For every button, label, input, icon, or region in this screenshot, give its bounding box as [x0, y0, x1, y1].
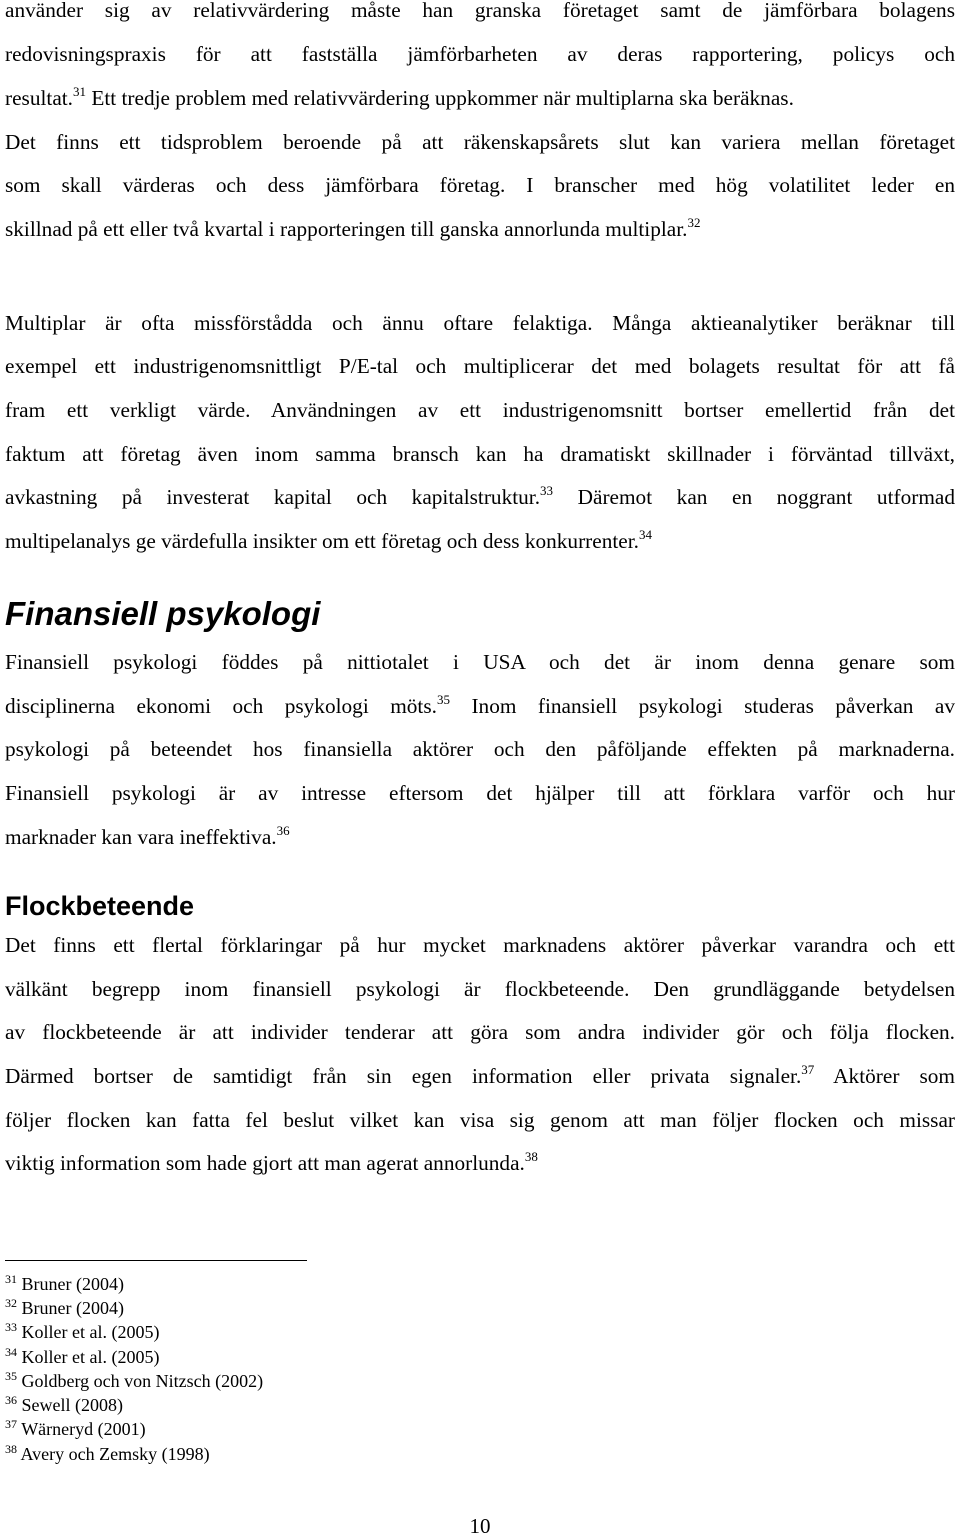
body-text-line: följer flocken kan fatta fel beslut vilket kan visa sig genom att man följer flocken och missar	[5, 1108, 955, 1132]
body-text-line	[5, 1149, 955, 1177]
body-text-line: exempel ett industrigenomsnittligt P/E-tal och multiplicerar det med bolagets resultat för att få	[5, 354, 955, 378]
footnote-ref[interactable]: 37	[801, 1062, 815, 1077]
body-text-line: Det finns ett tidsproblem beroende på att räkenskapsårets slut kan variera mellan företaget	[5, 130, 955, 154]
footnote-ref[interactable]: 33	[540, 483, 554, 498]
text-run: Aktörer som	[814, 1064, 955, 1088]
footnote-number: 36	[5, 1393, 17, 1407]
body-text-line	[5, 527, 955, 555]
body-text-line	[5, 215, 955, 243]
body-text-line: fram ett verkligt värde. Användningen av ett industrigenomsnitt bortser emellertid från det	[5, 398, 955, 422]
body-text-line: välkänt begrepp inom finansiell psykologi är flockbeteende. Den grundläggande betydelsen	[5, 977, 955, 1001]
text-run: Därmed bortser de samtidigt från sin egen information eller privata signaler.	[5, 1064, 802, 1088]
body-text-line: av flockbeteende är att individer tenderar att göra som andra individer gör och följa flocken.	[5, 1020, 955, 1044]
body-text-line	[5, 692, 955, 720]
footnote-number: 31	[5, 1272, 17, 1286]
text-run: disciplinerna ekonomi och psykologi möts.	[5, 694, 437, 718]
text-run: avkastning på investerat kapital och kapitalstruktur.	[5, 485, 541, 509]
footnote	[5, 1418, 146, 1440]
footnote-text: Koller et al. (2005)	[21, 1322, 160, 1342]
footnote-number: 32	[5, 1296, 17, 1310]
footnote-text: Sewell (2008)	[21, 1395, 123, 1415]
footnote	[5, 1443, 210, 1465]
footnote-number: 38	[5, 1442, 17, 1456]
footnote-text: Bruner (2004)	[21, 1274, 124, 1294]
page-number: 10	[469, 1514, 491, 1538]
text-run: viktig information som hade gjort att man agerat annorlunda.	[5, 1151, 525, 1175]
body-text-line: faktum att företag även inom samma bransch kan ha dramatiskt skillnader i förväntad tillväxt,	[5, 442, 955, 466]
footnote-text: Goldberg och von Nitzsch (2002)	[21, 1371, 264, 1391]
body-text-line: Det finns ett flertal förklaringar på hur mycket marknadens aktörer påverkar varandra och ett	[5, 933, 955, 957]
footnote	[5, 1321, 159, 1343]
footnote-ref[interactable]: 38	[524, 1149, 538, 1164]
text-run: Inom finansiell psykologi studeras påverkan av	[449, 694, 955, 718]
footnote	[5, 1394, 123, 1416]
footnote-ref[interactable]: 35	[436, 692, 450, 707]
footnote-ref[interactable]: 31	[73, 84, 87, 99]
body-text-line: Finansiell psykologi är av intresse eftersom det hjälper till att förklara varför och hur	[5, 781, 955, 805]
footnote	[5, 1297, 124, 1319]
footnote-separator	[5, 1260, 307, 1261]
body-text-line: som skall värderas och dess jämförbara företag. I branscher med hög volatilitet leder en	[5, 173, 955, 197]
text-run: multipelanalys ge värdefulla insikter om ett företag och dess konkurrenter.	[5, 529, 639, 553]
footnote-number: 34	[5, 1345, 17, 1359]
body-text-line: psykologi på beteendet hos finansiella aktörer och den påföljande effekten på marknaderna.	[5, 737, 955, 761]
subsection-heading: Flockbeteende	[5, 891, 195, 921]
text-run: skillnad på ett eller två kvartal i rapporteringen till ganska annorlunda multiplar.	[5, 217, 688, 241]
text-run: marknader kan vara ineffektiva.	[5, 825, 277, 849]
text-run: Ett tredje problem med relativvärdering uppkommer när multiplarna ska beräknas.	[86, 86, 794, 110]
body-text-line	[5, 483, 955, 511]
footnote	[5, 1346, 159, 1368]
text-run: resultat.	[5, 86, 74, 110]
body-text-line	[5, 823, 955, 851]
footnote-text: Koller et al. (2005)	[21, 1347, 160, 1367]
body-text-line: Multiplar är ofta missförstådda och ännu oftare felaktiga. Många aktieanalytiker beräknar till	[5, 311, 955, 335]
footnote-text: Wärneryd (2001)	[21, 1419, 146, 1439]
footnote-number: 37	[5, 1417, 17, 1431]
footnote	[5, 1370, 263, 1392]
footnote-text: Bruner (2004)	[21, 1298, 124, 1318]
body-text-line: Finansiell psykologi föddes på nittiotalet i USA och det är inom denna genare som	[5, 650, 955, 674]
footnote-ref[interactable]: 32	[687, 215, 701, 230]
footnote-ref[interactable]: 34	[638, 527, 652, 542]
body-text-line: redovisningspraxis för att fastställa jämförbarheten av deras rapportering, policys och	[5, 42, 955, 66]
body-text-line	[5, 1062, 955, 1090]
footnote-ref[interactable]: 36	[276, 823, 290, 838]
body-text-line	[5, 84, 955, 112]
footnote-text: Avery och Zemsky (1998)	[20, 1444, 210, 1464]
body-text-line: använder sig av relativvärdering måste han granska företaget samt de jämförbara bolagens	[5, 0, 955, 22]
footnote-number: 33	[5, 1320, 17, 1334]
footnote	[5, 1273, 124, 1295]
text-run: Däremot kan en noggrant utformad	[553, 485, 955, 509]
footnote-number: 35	[5, 1369, 17, 1383]
section-heading: Finansiell psykologi	[5, 595, 321, 632]
